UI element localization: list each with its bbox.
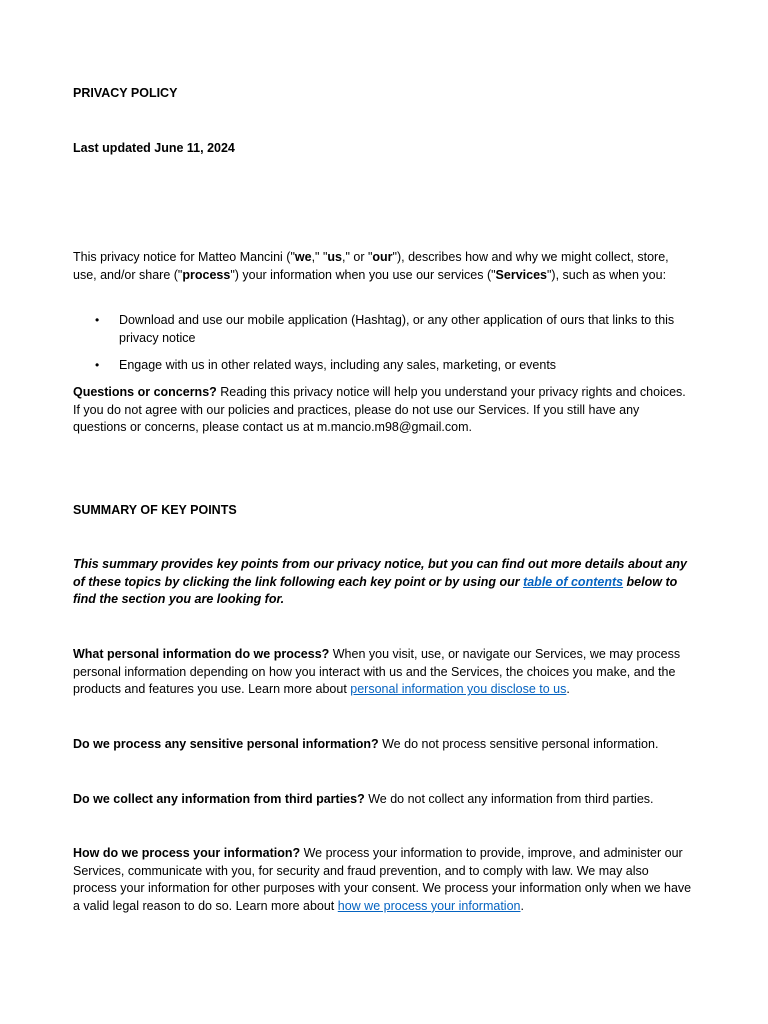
intro-text-3: ," or "	[341, 250, 373, 264]
how-process-link[interactable]: how we process your information	[337, 898, 521, 913]
intro-term-our: our	[372, 250, 393, 264]
summary-intro-text: This summary provides key points from our privacy notice, but you can find out more details about any of these topics by clicking the link following each key point or by using our	[73, 557, 688, 589]
how-process-question: How do we process your information?	[73, 846, 301, 860]
intro-text-6: "), such as when you:	[546, 267, 667, 282]
intro-text-2: ," "	[311, 250, 328, 264]
intro-text-5: ") your information when you use our services ("	[230, 267, 496, 282]
questions-paragraph	[73, 384, 695, 437]
sensitive-info-paragraph	[73, 736, 695, 754]
last-updated: Last updated June 11, 2024	[73, 141, 235, 155]
personal-info-answer: When you visit, use, or navigate our Services, we may process personal information depending on how you interact with us and the Services, the choices you make, and the products and features you use. Learn more about	[73, 647, 681, 697]
how-process-answer: We process your information to provide, improve, and administer our Services, communicate with you, for security and fraud prevention, and to comply with law. We may also process your information for other purposes with your consent. We process your information only when we have a valid legal reason to do so. Learn more about	[73, 846, 692, 913]
personal-info-link[interactable]: personal information you disclose to us	[350, 682, 567, 697]
questions-lead: Questions or concerns?	[73, 385, 217, 399]
personal-info-paragraph	[73, 646, 695, 699]
summary-intro-text-end: below to find the section you are looking for.	[73, 574, 678, 607]
list-item	[73, 357, 695, 375]
intro-text-4: "), describes how and why we might collect, store, use, and/or share ("	[73, 250, 669, 282]
sensitive-info-question: Do we process any sensitive personal information?	[73, 737, 379, 751]
how-process-end: .	[520, 898, 524, 913]
bullet-icon: •	[95, 358, 100, 373]
intro-term-services: Services	[495, 267, 547, 282]
usage-bullet-list	[73, 312, 695, 385]
summary-intro	[73, 556, 695, 609]
how-process-paragraph	[73, 845, 695, 915]
personal-info-question: What personal information do we process?	[73, 647, 330, 661]
intro-term-process: process	[182, 267, 231, 282]
personal-info-end: .	[566, 682, 570, 697]
questions-body: Reading this privacy notice will help you understand your privacy rights and choices. If you do not agree with our policies and practices, please do not use our Services. If you still have any questions or concerns, please contact us at m.mancio.m98@gmail.com.	[73, 385, 686, 435]
intro-term-us: us	[327, 250, 342, 264]
list-item-text: Download and use our mobile application (Hashtag), or any other application of ours that links to this privacy notice	[119, 313, 675, 345]
list-item	[73, 312, 695, 347]
intro-term-we: we	[294, 250, 312, 264]
page-title: PRIVACY POLICY	[73, 86, 178, 100]
list-item-text: Engage with us in other related ways, including any sales, marketing, or events	[119, 358, 557, 373]
intro-text-1: This privacy notice for Matteo Mancini ("	[73, 250, 295, 264]
third-party-question: Do we collect any information from third parties?	[73, 792, 365, 806]
sensitive-info-answer: We do not process sensitive personal information.	[378, 737, 659, 751]
bullet-icon: •	[95, 313, 100, 327]
intro-paragraph	[73, 249, 695, 284]
table-of-contents-link[interactable]: table of contents	[523, 574, 624, 589]
third-party-answer: We do not collect any information from third parties.	[364, 792, 654, 806]
summary-heading: SUMMARY OF KEY POINTS	[73, 503, 237, 517]
third-party-paragraph	[73, 791, 695, 809]
